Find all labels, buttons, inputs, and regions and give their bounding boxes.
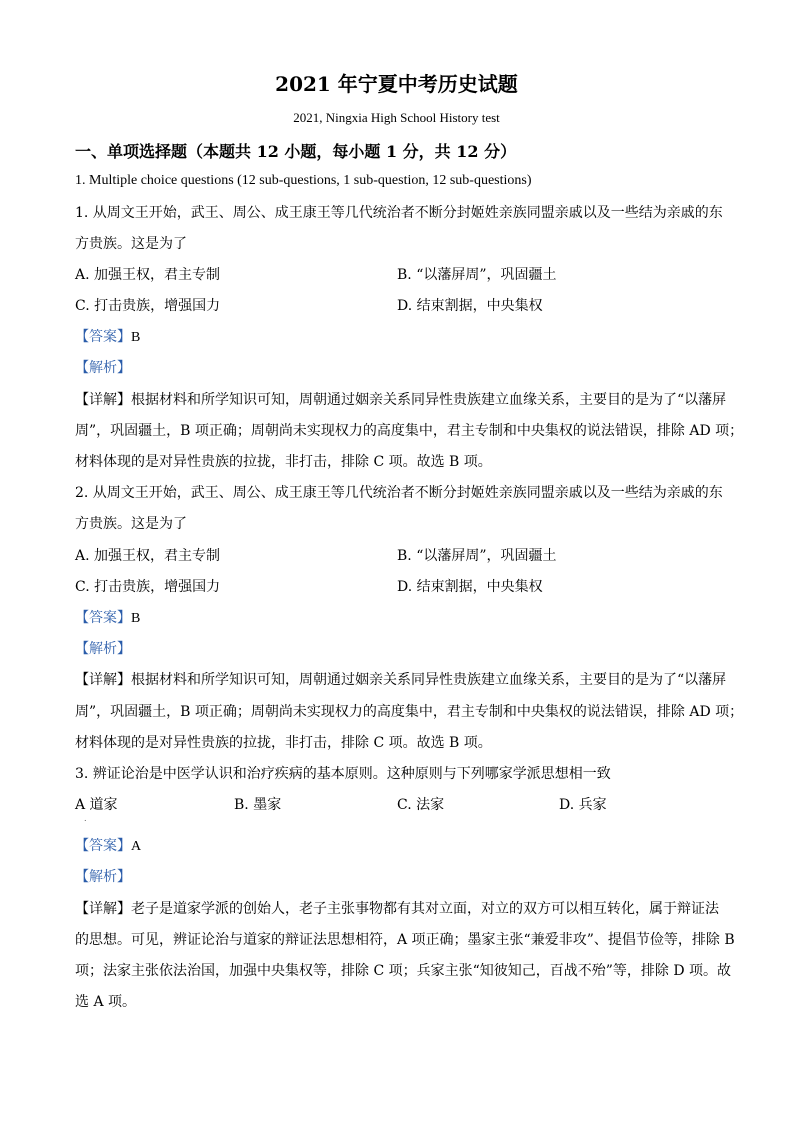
- q2-stem-line1: 2. 从周文王开始，武王、周公、成王康王等几代统治者不断分封姬姓亲族同盟亲戚以及一些结为亲戚的东: [75, 485, 723, 501]
- q2-answer-value: B: [131, 611, 141, 626]
- detail-label: 【详解】: [75, 901, 131, 917]
- q2-detail-text1: 根据材料和所学知识可知，周朝通过姻亲关系同异性贵族建立血缘关系，主要目的是为了“以藩屏: [131, 672, 727, 688]
- page-title: 2021 年宁夏中考历史试题: [275, 72, 518, 96]
- q1-analysis-label: 【解析】: [75, 360, 131, 376]
- q1-option-c: C. 打击贵族，增强国力: [75, 298, 221, 314]
- q3-option-b: B. 墨家: [234, 797, 282, 813]
- q2-option-b: B. “以藩屏周”，巩固疆土: [397, 548, 557, 564]
- q3-detail-line2: 的思想。可见，辨证论治与道家的辩证法思想相符，A 项正确；墨家主张“兼爱非攻”、提倡节俭等，排除 B: [75, 932, 735, 948]
- q2-detail-line1: [75, 670, 725, 690]
- detail-label: 【详解】: [75, 672, 131, 688]
- q3-stem: 3. 辨证论治是中医学认识和治疗疾病的基本原则。这种原则与下列哪家学派思想相一致: [75, 766, 611, 782]
- q1-option-b: B. “以藩屏周”，巩固疆土: [397, 267, 557, 283]
- q1-stem-line1: 1. 从周文王开始，武王、周公、成王康王等几代统治者不断分封姬姓亲族同盟亲戚以及一些结为亲戚的东: [75, 205, 723, 221]
- q1-detail-line2: 周”，巩固疆土，B 项正确；周朝尚未实现权力的高度集中，君主专制和中央集权的说法错误，排除 AD 项；: [75, 423, 744, 439]
- q3-detail-text1: 老子是道家学派的创始人，老子主张事物都有其对立面，对立的双方可以相互转化，属于辩证法: [131, 901, 719, 917]
- q2-option-a: A. 加强王权，君主专制: [75, 548, 221, 564]
- q2-option-d: D. 结束割据，中央集权: [397, 579, 543, 595]
- stray-dot: .: [84, 814, 87, 823]
- q1-answer-value: B: [131, 330, 141, 345]
- q3-answer: [75, 836, 725, 857]
- q2-detail-line2: 周”，巩固疆土，B 项正确；周朝尚未实现权力的高度集中，君主专制和中央集权的说法错误，排除 AD 项；: [75, 704, 744, 720]
- q2-stem-line2: 方贵族。这是为了: [75, 516, 187, 532]
- detail-label: 【详解】: [75, 392, 131, 408]
- q2-analysis-label: 【解析】: [75, 641, 131, 657]
- q1-answer: [75, 327, 725, 348]
- answer-label: 【答案】: [75, 838, 131, 854]
- q3-analysis-label: 【解析】: [75, 869, 131, 885]
- q2-detail-line3: 材料体现的是对异性贵族的拉拢，非打击，排除 C 项。故选 B 项。: [75, 735, 492, 751]
- q3-detail-line3: 项；法家主张依法治国，加强中央集权等，排除 C 项；兵家主张“知彼知己，百战不殆”等，排除 D 项。故: [75, 963, 732, 979]
- q3-option-c: C. 法家: [397, 797, 445, 813]
- q1-option-a: A. 加强王权，君主专制: [75, 267, 221, 283]
- q3-option-d: D. 兵家: [559, 797, 607, 813]
- answer-label: 【答案】: [75, 610, 131, 626]
- q1-detail-line1: [75, 390, 725, 410]
- q2-option-c: C. 打击贵族，增强国力: [75, 579, 221, 595]
- section-english: 1. Multiple choice questions (12 sub-questions, 1 sub-question, 12 sub-questions): [75, 173, 532, 188]
- q3-detail-line4: 选 A 项。: [75, 994, 137, 1010]
- page-subtitle: 2021, Ningxia High School History test: [293, 110, 500, 125]
- q1-detail-line3: 材料体现的是对异性贵族的拉拢，非打击，排除 C 项。故选 B 项。: [75, 454, 492, 470]
- q1-stem-line2: 方贵族。这是为了: [75, 236, 187, 252]
- q3-detail-line1: [75, 899, 725, 919]
- section-header: 一、单项选择题（本题共 12 小题，每小题 1 分，共 12 分）: [75, 142, 517, 161]
- q3-option-a: A 道家: [75, 797, 118, 813]
- q1-detail-text1: 根据材料和所学知识可知，周朝通过姻亲关系同异性贵族建立血缘关系，主要目的是为了“以藩屏: [131, 392, 727, 408]
- q1-option-d: D. 结束割据，中央集权: [397, 298, 543, 314]
- q3-answer-value: A: [131, 839, 142, 854]
- answer-label: 【答案】: [75, 329, 131, 345]
- q2-answer: [75, 608, 725, 629]
